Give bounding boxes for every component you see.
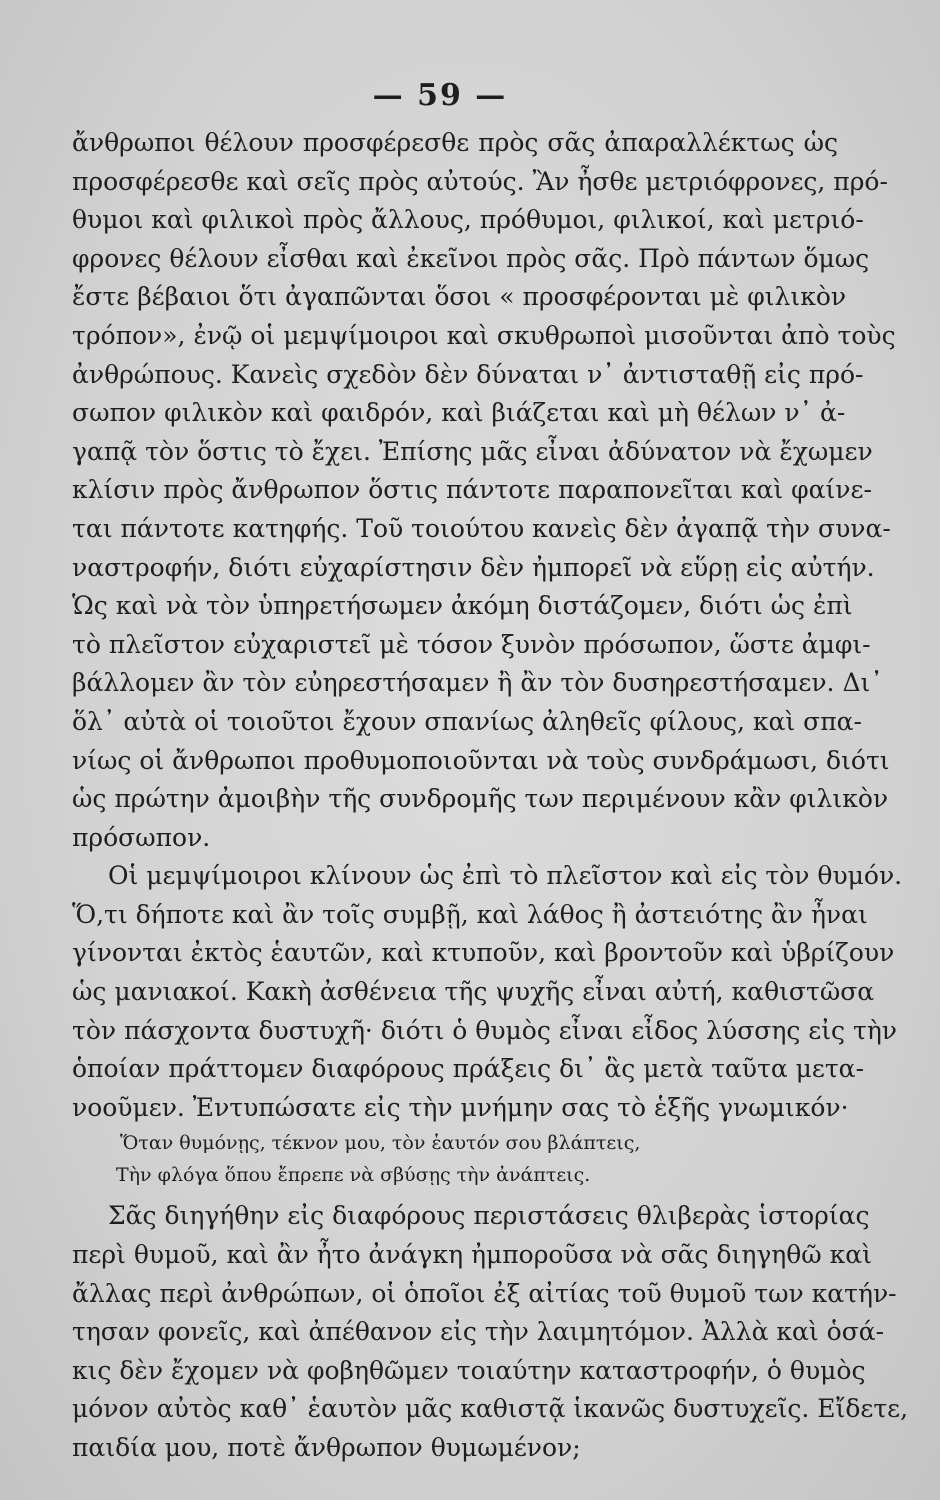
text-line: ὁποίαν πράττομεν διαφόρους πράξεις δι᾽ ἃς μετὰ ταῦτα μετα-: [72, 1054, 865, 1084]
text-line: μόνον αὐτὸς καθ᾽ ἑαυτὸν μᾶς καθιστᾷ ἱκανῶς δυστυχεῖς. Εἴδετε,: [72, 1394, 909, 1424]
text-line: παιδία μου, ποτὲ ἄνθρωπον θυμωμένον;: [72, 1433, 581, 1462]
text-line: πρόσωπον.: [72, 822, 211, 852]
text-line: σωπον φιλικὸν καὶ φαιδρόν, καὶ βιάζεται καὶ μὴ θέλων ν᾽ ἀ-: [72, 398, 846, 428]
text-line: νίως οἱ ἄνθρωποι προθυμοποιοῦνται νὰ τοὺς συνδράμωσι, διότι: [72, 745, 890, 775]
text-line: προσφέρεσθε καὶ σεῖς πρὸς αὐτούς. Ἂν ἦσθε μετριόφρονες, πρό-: [72, 166, 888, 196]
text-line: θυμοι καὶ φιλικοὶ πρὸς ἄλλους, πρόθυμοι, φιλικοί, καὶ μετριό-: [72, 205, 864, 235]
paragraph-2: [72, 857, 903, 1127]
text-line: ται πάντοτε κατηφής. Τοῦ τοιούτου κανεὶς δὲν ἀγαπᾷ τὴν συνα-: [72, 513, 891, 543]
text-line: ἄλλας περὶ ἀνθρώπων, οἱ ὁποῖοι ἐξ αἰτίας τοῦ θυμοῦ των κατήν-: [72, 1278, 897, 1308]
text-line: ναστροφήν, διότι εὐχαρίστησιν δὲν ἠμπορεῖ νὰ εὕρῃ εἰς αὐτήν.: [72, 552, 875, 582]
paragraph-3: [72, 1197, 909, 1467]
text-line: Ὡς καὶ νὰ τὸν ὑπηρετήσωμεν ἀκόμη διστάζομεν, διότι ὡς ἐπὶ: [72, 591, 853, 621]
text-line: γαπᾷ τὸν ὅστις τὸ ἔχει. Ἐπίσης μᾶς εἶναι ἀδύνατον νὰ ἔχωμεν: [72, 436, 873, 466]
text-line: Ὅ,τι δήποτε καὶ ἂν τοῖς συμβῇ, καὶ λάθος ἢ ἀστειότης ἂν ἦναι: [72, 899, 868, 929]
text-line: βάλλομεν ἂν τὸν εὐηρεστήσαμεν ἢ ἂν τὸν δυσηρεστήσαμεν. Δι᾽: [72, 668, 883, 698]
text-line: κις δὲν ἔχομεν νὰ φοβηθῶμεν τοιαύτην καταστροφήν, ὁ θυμὸς: [72, 1355, 866, 1385]
text-line: ἄνθρωποι θέλουν προσφέρεσθε πρὸς σᾶς ἀπαραλλέκτως ὡς: [72, 128, 838, 157]
text-line: τησαν φονεῖς, καὶ ἀπέθανον εἰς τὴν λαιμητόμον. Ἀλλὰ καὶ ὁσά-: [72, 1317, 885, 1347]
page-number: — 59 —: [372, 78, 508, 113]
page-body: [72, 124, 909, 1468]
text-line: κλίσιν πρὸς ἄνθρωπον ὅστις πάντοτε παραπονεῖται καὶ φαίνε-: [72, 475, 872, 505]
text-line: Οἱ μεμψίμοιροι κλίνουν ὡς ἐπὶ τὸ πλεῖστον καὶ εἰς τὸν θυμόν.: [108, 861, 903, 891]
text-line: γίνονται ἐκτὸς ἑαυτῶν, καὶ κτυποῦν, καὶ βροντοῦν καὶ ὑβρίζουν: [72, 938, 895, 968]
verse-quote: [72, 1127, 838, 1191]
text-line: ἔστε βέβαιοι ὅτι ἀγαπῶνται ὅσοι « προσφέρονται μὲ φιλικὸν: [72, 282, 847, 312]
text-line: Σᾶς διηγήθην εἰς διαφόρους περιστάσεις θλιβερὰς ἱστορίας: [108, 1201, 870, 1231]
text-line: ὡς μανιακοί. Κακὴ ἀσθένεια τῆς ψυχῆς εἶναι αὐτή, καθιστῶσα: [72, 977, 875, 1007]
text-line: τὸ πλεῖστον εὐχαριστεῖ μὲ τόσον ξυνὸν πρόσωπον, ὥστε ἀμφι-: [72, 629, 871, 659]
text-line: ὅλ᾽ αὐτὰ οἱ τοιοῦτοι ἔχουν σπανίως ἀληθεῖς φίλους, καὶ σπα-: [72, 706, 862, 736]
text-line: περὶ θυμοῦ, καὶ ἂν ἦτο ἀνάγκη ἠμποροῦσα νὰ σᾶς διηγηθῶ καὶ: [72, 1240, 872, 1270]
text-line: νοοῦμεν. Ἐντυπώσατε εἰς τὴν μνήμην σας τὸ ἑξῆς γνωμικόν·: [72, 1092, 849, 1122]
text-line: ὡς πρώτην ἀμοιβὴν τῆς συνδρομῆς των περιμένουν κἂν φιλικὸν: [72, 784, 889, 814]
text-line: φρονες θέλουν εἶσθαι καὶ ἐκεῖνοι πρὸς σᾶς. Πρὸ πάντων ὅμως: [72, 243, 870, 273]
text-line: ἀνθρώπους. Κανεὶς σχεδὸν δὲν δύναται ν᾽ ἀντισταθῇ εἰς πρό-: [72, 359, 864, 389]
verse-line: Τὴν φλόγα ὅπου ἔπρεπε νὰ σβύσῃς τὴν ἀνάπτεις.: [116, 1164, 591, 1187]
text-line: τὸν πάσχοντα δυστυχῆ· διότι ὁ θυμὸς εἶναι εἶδος λύσσης εἰς τὴν: [72, 1015, 897, 1045]
text-line: τρόπον», ἐνῷ οἱ μεμψίμοιροι καὶ σκυθρωποὶ μισοῦνται ἀπὸ τοὺς: [72, 320, 896, 350]
paragraph-1: [72, 124, 896, 857]
verse-line: Ὅταν θυμόνῃς, τέκνον μου, τὸν ἑαυτόν σου βλάπτεις,: [120, 1132, 641, 1155]
